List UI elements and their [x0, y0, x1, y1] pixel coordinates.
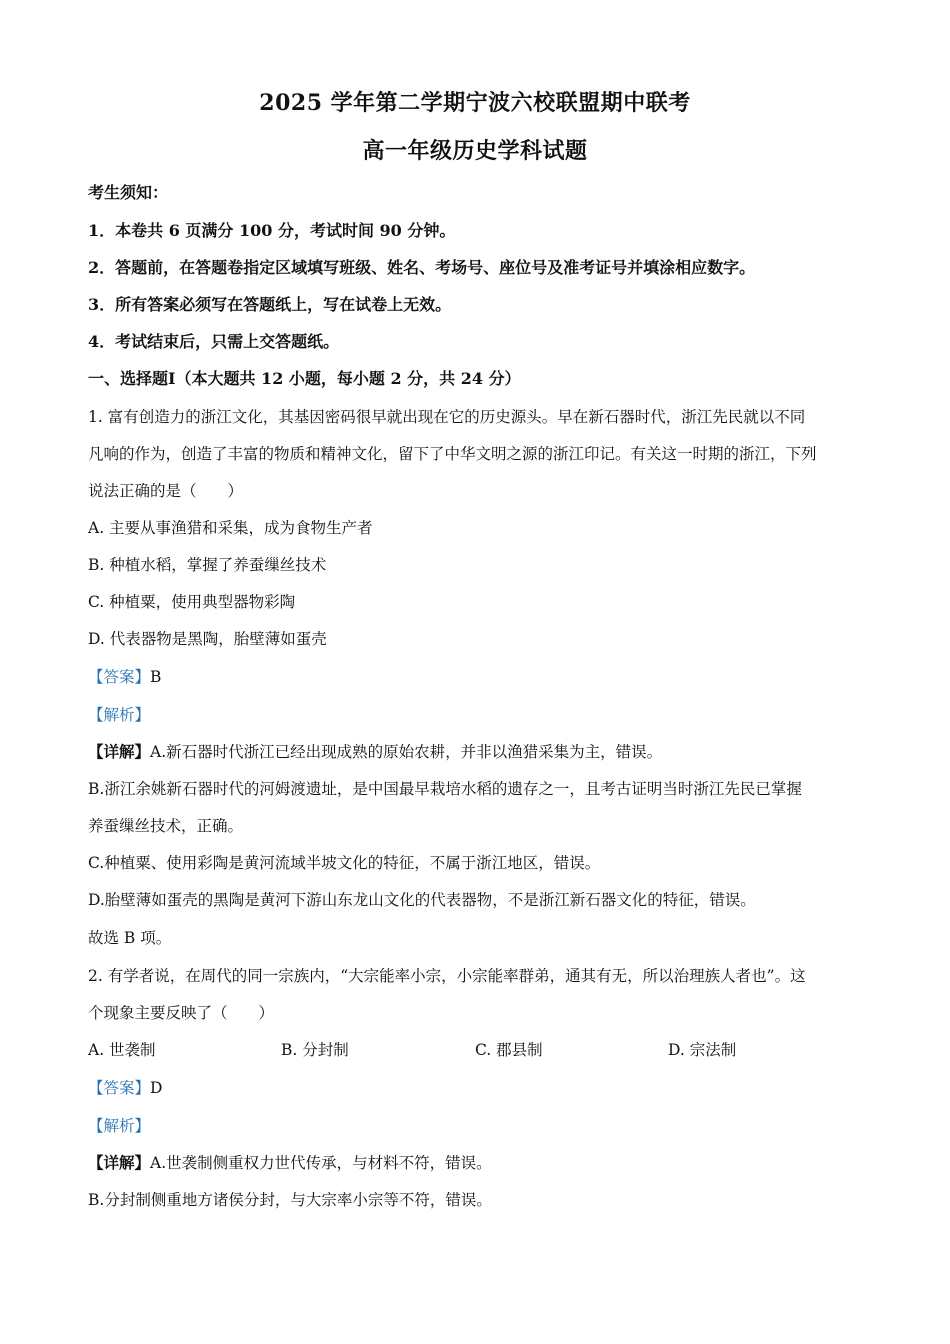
answer-tag: 【答案】 [88, 668, 151, 686]
q1-conclusion: 故选 B 项。 [88, 929, 172, 947]
q1-detail-line: D.胎壁薄如蛋壳的黑陶是黄河下游山东龙山文化的代表器物，不是浙江新石器文化的特征，错误。 [88, 891, 756, 909]
q2-answer: D [150, 1079, 163, 1097]
notice-heading: 考生须知： [88, 183, 169, 202]
q2-answer-row [88, 1078, 878, 1098]
notice-item: 4．考试结束后，只需上交答题纸。 [88, 332, 340, 351]
q2-detail-line: B.分封制侧重地方诸侯分封，与大宗率小宗等不符，错误。 [88, 1191, 492, 1209]
notice-item: 3．所有答案必须写在答题纸上，写在试卷上无效。 [88, 295, 452, 314]
q1-detail-line: 养蚕缫丝技术，正确。 [88, 817, 244, 835]
q1-detail-line: C.种植粟、使用彩陶是黄河流域半坡文化的特征，不属于浙江地区，错误。 [88, 854, 601, 872]
section-heading: 一、选择题Ⅰ（本大题共 12 小题，每小题 2 分，共 24 分） [88, 369, 521, 388]
q1-stem-line: 说法正确的是（ ） [88, 482, 244, 500]
q2-stem-line: 2. 有学者说，在周代的同一宗族内，“大宗能率小宗，小宗能率群弟，通其有无，所以治理族人者也”。这 [88, 967, 806, 985]
q1-detail-first [88, 742, 878, 762]
q2-detail-first [88, 1153, 878, 1173]
q2-option-a: A. 世袭制 [88, 1041, 156, 1059]
q2-analysis-tag: 【解析】 [88, 1117, 151, 1135]
exam-subtitle: 高一年级历史学科试题 [362, 138, 588, 164]
q2-detail-text: A.世袭制侧重权力世代传承，与材料不符，错误。 [150, 1154, 492, 1172]
q1-detail-line: B.浙江余姚新石器时代的河姆渡遗址，是中国最早栽培水稻的遗存之一，且考古证明当时浙江先民已掌握 [88, 780, 802, 798]
answer-tag: 【答案】 [88, 1079, 151, 1097]
notice-item: 2．答题前，在答题卷指定区域填写班级、姓名、考场号、座位号及准考证号并填涂相应数字。 [88, 258, 756, 277]
q1-option-b: B. 种植水稻，掌握了养蚕缫丝技术 [88, 556, 327, 574]
notice-item: 1．本卷共 6 页满分 100 分，考试时间 90 分钟。 [88, 221, 456, 240]
q1-option-d: D. 代表器物是黑陶，胎壁薄如蛋壳 [88, 630, 327, 648]
q1-stem-line: 1. 富有创造力的浙江文化，其基因密码很早就出现在它的历史源头。早在新石器时代，浙江先民就以不同 [88, 408, 806, 426]
q1-answer: B [150, 668, 162, 686]
detail-tag: 【详解】 [88, 742, 151, 761]
q1-option-c: C. 种植粟，使用典型器物彩陶 [88, 593, 296, 611]
q1-stem-line: 凡响的作为，创造了丰富的物质和精神文化，留下了中华文明之源的浙江印记。有关这一时期的浙江，下列 [88, 445, 817, 463]
q2-option-c: C. 郡县制 [475, 1041, 543, 1059]
q1-analysis-tag: 【解析】 [88, 706, 151, 724]
q1-detail-text: A.新石器时代浙江已经出现成熟的原始农耕，并非以渔猎采集为主，错误。 [150, 743, 663, 761]
q2-stem-line: 个现象主要反映了（ ） [88, 1004, 275, 1022]
q2-option-d: D. 宗法制 [668, 1041, 737, 1059]
q1-answer-row [88, 667, 878, 687]
exam-title: 2025 学年第二学期宁波六校联盟期中联考 [259, 90, 691, 116]
q2-option-b: B. 分封制 [281, 1041, 349, 1059]
detail-tag: 【详解】 [88, 1153, 151, 1172]
q1-option-a: A. 主要从事渔猎和采集，成为食物生产者 [88, 519, 373, 537]
